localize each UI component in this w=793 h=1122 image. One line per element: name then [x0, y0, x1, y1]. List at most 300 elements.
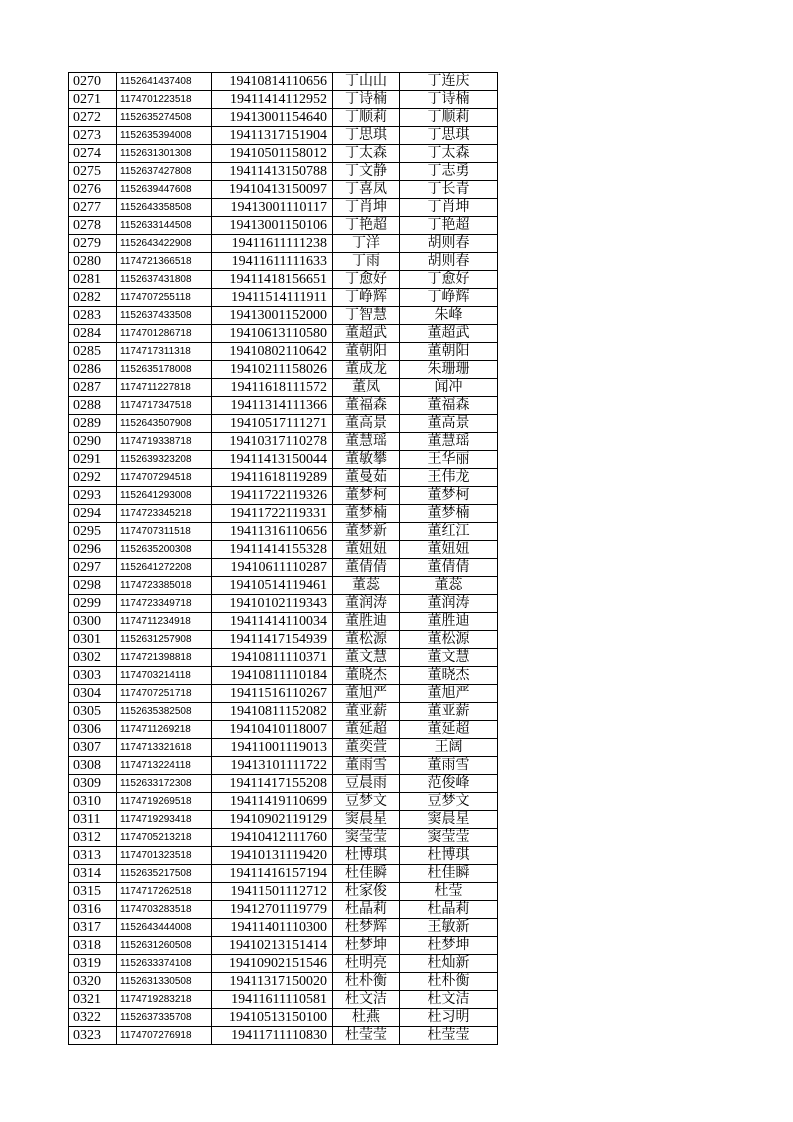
cell-name-2: 董梦柯: [400, 487, 498, 505]
cell-id-b: 19411722119331: [212, 505, 333, 523]
cell-id-a: 1152635200308: [117, 541, 212, 559]
cell-name-2: 董延超: [400, 721, 498, 739]
cell-id-a: 1152637427808: [117, 163, 212, 181]
cell-id-a: 1152633144508: [117, 217, 212, 235]
cell-id-b: 19410902151546: [212, 955, 333, 973]
row-number: 0303: [69, 667, 117, 685]
cell-id-b: 19411611111238: [212, 235, 333, 253]
table-row: [69, 271, 498, 289]
cell-id-b: 19411722119326: [212, 487, 333, 505]
table-row: [69, 685, 498, 703]
row-number: 0279: [69, 235, 117, 253]
cell-name-2: 丁志勇: [400, 163, 498, 181]
table-row: [69, 937, 498, 955]
cell-name: 董梦楠: [333, 505, 400, 523]
table-row: [69, 163, 498, 181]
cell-name: 董旭严: [333, 685, 400, 703]
cell-name-2: 丁太森: [400, 145, 498, 163]
cell-id-b: 19410517111271: [212, 415, 333, 433]
cell-name: 董倩倩: [333, 559, 400, 577]
cell-name: 杜文洁: [333, 991, 400, 1009]
cell-id-a: 1174711227818: [117, 379, 212, 397]
table-row: [69, 829, 498, 847]
row-number: 0287: [69, 379, 117, 397]
row-number: 0313: [69, 847, 117, 865]
cell-id-a: 1152631301308: [117, 145, 212, 163]
table-row: [69, 343, 498, 361]
cell-id-a: 1152635217508: [117, 865, 212, 883]
cell-id-a: 1174707294518: [117, 469, 212, 487]
table-row: [69, 919, 498, 937]
row-number: 0317: [69, 919, 117, 937]
cell-name-2: 董梦楠: [400, 505, 498, 523]
cell-id-a: 1174719269518: [117, 793, 212, 811]
row-number: 0274: [69, 145, 117, 163]
table-row: [69, 649, 498, 667]
cell-id-a: 1174703283518: [117, 901, 212, 919]
cell-id-b: 19411317150020: [212, 973, 333, 991]
cell-id-a: 1174711234918: [117, 613, 212, 631]
cell-id-b: 19410413150097: [212, 181, 333, 199]
cell-id-a: 1152635394008: [117, 127, 212, 145]
cell-id-b: 19410317110278: [212, 433, 333, 451]
table-row: [69, 487, 498, 505]
cell-name-2: 王伟龙: [400, 469, 498, 487]
cell-id-a: 1174713224118: [117, 757, 212, 775]
cell-name-2: 董慧瑶: [400, 433, 498, 451]
cell-name: 董延超: [333, 721, 400, 739]
row-number: 0297: [69, 559, 117, 577]
cell-id-b: 19410410118007: [212, 721, 333, 739]
table-row: [69, 1009, 498, 1027]
cell-name-2: 丁长青: [400, 181, 498, 199]
cell-id-a: 1174721366518: [117, 253, 212, 271]
cell-name-2: 丁连庆: [400, 73, 498, 91]
cell-name: 丁山山: [333, 73, 400, 91]
row-number: 0309: [69, 775, 117, 793]
cell-name-2: 胡则春: [400, 253, 498, 271]
row-number: 0318: [69, 937, 117, 955]
cell-id-b: 19411611110581: [212, 991, 333, 1009]
cell-name: 丁喜凤: [333, 181, 400, 199]
table-row: [69, 415, 498, 433]
cell-name-2: 杜莹莹: [400, 1027, 498, 1045]
row-number: 0295: [69, 523, 117, 541]
cell-id-b: 19413001150106: [212, 217, 333, 235]
cell-id-b: 19411618119289: [212, 469, 333, 487]
table-row: [69, 235, 498, 253]
cell-id-b: 19410902119129: [212, 811, 333, 829]
cell-id-b: 19411417155208: [212, 775, 333, 793]
cell-id-a: 1152635382508: [117, 703, 212, 721]
cell-name-2: 杜晶莉: [400, 901, 498, 919]
cell-name-2: 董旭严: [400, 685, 498, 703]
row-number: 0289: [69, 415, 117, 433]
cell-name: 董蕊: [333, 577, 400, 595]
table-row: [69, 973, 498, 991]
row-number: 0286: [69, 361, 117, 379]
cell-name-2: 董文慧: [400, 649, 498, 667]
cell-id-a: 1152635274508: [117, 109, 212, 127]
cell-id-b: 19411314111366: [212, 397, 333, 415]
cell-id-b: 19413001154640: [212, 109, 333, 127]
table-row: [69, 73, 498, 91]
table-row: [69, 775, 498, 793]
row-number: 0292: [69, 469, 117, 487]
cell-name-2: 朱珊珊: [400, 361, 498, 379]
cell-name-2: 董亚薪: [400, 703, 498, 721]
cell-id-b: 19413001110117: [212, 199, 333, 217]
cell-name-2: 丁峥辉: [400, 289, 498, 307]
cell-name-2: 董胜迪: [400, 613, 498, 631]
cell-name: 丁愈好: [333, 271, 400, 289]
cell-name: 窦晨星: [333, 811, 400, 829]
cell-id-b: 19410102119343: [212, 595, 333, 613]
cell-name: 豆晨雨: [333, 775, 400, 793]
row-number: 0291: [69, 451, 117, 469]
cell-name-2: 王阔: [400, 739, 498, 757]
table-row: [69, 811, 498, 829]
row-number: 0320: [69, 973, 117, 991]
cell-name: 董梦柯: [333, 487, 400, 505]
row-number: 0276: [69, 181, 117, 199]
cell-id-b: 19410811110371: [212, 649, 333, 667]
cell-name-2: 丁思琪: [400, 127, 498, 145]
cell-id-b: 19411414155328: [212, 541, 333, 559]
cell-name: 丁文静: [333, 163, 400, 181]
cell-id-b: 19411419110699: [212, 793, 333, 811]
cell-id-a: 1152641272208: [117, 559, 212, 577]
cell-id-b: 19410611110287: [212, 559, 333, 577]
cell-name-2: 杜灿新: [400, 955, 498, 973]
table-row: [69, 325, 498, 343]
row-number: 0310: [69, 793, 117, 811]
cell-id-b: 19411317151904: [212, 127, 333, 145]
cell-id-b: 19412701119779: [212, 901, 333, 919]
cell-id-a: 1174703214118: [117, 667, 212, 685]
row-number: 0293: [69, 487, 117, 505]
cell-id-a: 1174707311518: [117, 523, 212, 541]
cell-name: 董凤: [333, 379, 400, 397]
cell-id-a: 1152641437408: [117, 73, 212, 91]
table-row: [69, 865, 498, 883]
row-number: 0316: [69, 901, 117, 919]
cell-name-2: 杜博琪: [400, 847, 498, 865]
cell-name: 丁洋: [333, 235, 400, 253]
cell-id-b: 19411618111572: [212, 379, 333, 397]
cell-name: 丁雨: [333, 253, 400, 271]
table-row: [69, 523, 498, 541]
cell-id-b: 19410213151414: [212, 937, 333, 955]
row-number: 0271: [69, 91, 117, 109]
cell-id-b: 19410501158012: [212, 145, 333, 163]
cell-name-2: 董福森: [400, 397, 498, 415]
cell-name: 杜莹莹: [333, 1027, 400, 1045]
row-number: 0306: [69, 721, 117, 739]
table-row: [69, 721, 498, 739]
table-row: [69, 847, 498, 865]
row-number: 0304: [69, 685, 117, 703]
cell-id-b: 19411401110300: [212, 919, 333, 937]
cell-name-2: 窦莹莹: [400, 829, 498, 847]
table-row: [69, 307, 498, 325]
cell-id-a: 1174723345218: [117, 505, 212, 523]
cell-id-a: 1152631260508: [117, 937, 212, 955]
table-row: [69, 379, 498, 397]
table-row: [69, 955, 498, 973]
cell-id-b: 19411516110267: [212, 685, 333, 703]
row-number: 0281: [69, 271, 117, 289]
row-number: 0305: [69, 703, 117, 721]
cell-id-b: 19410811110184: [212, 667, 333, 685]
cell-id-b: 19411414112952: [212, 91, 333, 109]
table-row: [69, 127, 498, 145]
cell-name: 董奕萱: [333, 739, 400, 757]
table-row: [69, 901, 498, 919]
cell-name: 董慧瑶: [333, 433, 400, 451]
table-row: [69, 217, 498, 235]
cell-name-2: 窦晨星: [400, 811, 498, 829]
cell-name-2: 董蕊: [400, 577, 498, 595]
table-row: [69, 109, 498, 127]
cell-id-a: 1152631257908: [117, 631, 212, 649]
table-row: [69, 1027, 498, 1045]
cell-id-b: 19411413150788: [212, 163, 333, 181]
table-row: [69, 577, 498, 595]
table-row: [69, 667, 498, 685]
cell-name-2: 杜佳瞬: [400, 865, 498, 883]
cell-id-a: 1152637433508: [117, 307, 212, 325]
table-row: [69, 631, 498, 649]
row-number: 0278: [69, 217, 117, 235]
cell-name-2: 丁顺莉: [400, 109, 498, 127]
cell-id-b: 19410802110642: [212, 343, 333, 361]
row-number: 0273: [69, 127, 117, 145]
cell-name-2: 董雨雪: [400, 757, 498, 775]
cell-name: 董梦新: [333, 523, 400, 541]
row-number: 0290: [69, 433, 117, 451]
cell-name-2: 董红江: [400, 523, 498, 541]
row-number: 0307: [69, 739, 117, 757]
cell-name: 丁峥辉: [333, 289, 400, 307]
table-row: [69, 289, 498, 307]
row-number: 0301: [69, 631, 117, 649]
cell-id-a: 1152641293008: [117, 487, 212, 505]
row-number: 0275: [69, 163, 117, 181]
cell-id-b: 19411001119013: [212, 739, 333, 757]
roster-table: [68, 72, 498, 1045]
cell-id-a: 1174719338718: [117, 433, 212, 451]
cell-id-a: 1152639447608: [117, 181, 212, 199]
cell-id-b: 19411413150044: [212, 451, 333, 469]
cell-id-b: 19413001152000: [212, 307, 333, 325]
cell-name: 董福森: [333, 397, 400, 415]
cell-name-2: 丁肖坤: [400, 199, 498, 217]
cell-name: 丁诗楠: [333, 91, 400, 109]
cell-id-b: 19411711110830: [212, 1027, 333, 1045]
cell-name: 董亚薪: [333, 703, 400, 721]
cell-id-a: 1174707251718: [117, 685, 212, 703]
table-row: [69, 91, 498, 109]
cell-id-a: 1152637431808: [117, 271, 212, 289]
cell-name: 杜晶莉: [333, 901, 400, 919]
row-number: 0302: [69, 649, 117, 667]
cell-name: 丁艳超: [333, 217, 400, 235]
table-row: [69, 361, 498, 379]
cell-name: 杜博琪: [333, 847, 400, 865]
cell-id-b: 19410513150100: [212, 1009, 333, 1027]
cell-name: 丁顺莉: [333, 109, 400, 127]
row-number: 0323: [69, 1027, 117, 1045]
cell-id-b: 19411418156651: [212, 271, 333, 289]
table-row: [69, 793, 498, 811]
cell-name-2: 丁诗楠: [400, 91, 498, 109]
row-number: 0300: [69, 613, 117, 631]
table-row: [69, 199, 498, 217]
cell-id-a: 1174713321618: [117, 739, 212, 757]
cell-name-2: 杜文洁: [400, 991, 498, 1009]
cell-id-a: 1174723349718: [117, 595, 212, 613]
cell-id-b: 19410811152082: [212, 703, 333, 721]
cell-id-a: 1174717347518: [117, 397, 212, 415]
cell-id-b: 19410814110656: [212, 73, 333, 91]
cell-id-b: 19410412111760: [212, 829, 333, 847]
row-number: 0285: [69, 343, 117, 361]
cell-name-2: 杜梦坤: [400, 937, 498, 955]
cell-name-2: 董高景: [400, 415, 498, 433]
cell-id-a: 1152639323208: [117, 451, 212, 469]
cell-id-b: 19410613110580: [212, 325, 333, 343]
cell-id-b: 19410131119420: [212, 847, 333, 865]
cell-name: 豆梦文: [333, 793, 400, 811]
table-row: [69, 181, 498, 199]
table-row: [69, 559, 498, 577]
row-number: 0283: [69, 307, 117, 325]
cell-name: 董润涛: [333, 595, 400, 613]
row-number: 0296: [69, 541, 117, 559]
row-number: 0314: [69, 865, 117, 883]
row-number: 0319: [69, 955, 117, 973]
cell-name-2: 董朝阳: [400, 343, 498, 361]
cell-id-b: 19413101111722: [212, 757, 333, 775]
cell-name: 董文慧: [333, 649, 400, 667]
cell-id-b: 19410514119461: [212, 577, 333, 595]
roster-table-body: [69, 73, 498, 1045]
cell-id-a: 1152643444008: [117, 919, 212, 937]
row-number: 0280: [69, 253, 117, 271]
table-row: [69, 451, 498, 469]
cell-name: 董晓杰: [333, 667, 400, 685]
cell-name-2: 豆梦文: [400, 793, 498, 811]
row-number: 0294: [69, 505, 117, 523]
table-row: [69, 541, 498, 559]
cell-id-b: 19411414110034: [212, 613, 333, 631]
cell-name: 董松源: [333, 631, 400, 649]
cell-id-b: 19411416157194: [212, 865, 333, 883]
cell-name-2: 董超武: [400, 325, 498, 343]
cell-id-b: 19411611111633: [212, 253, 333, 271]
table-row: [69, 991, 498, 1009]
cell-id-a: 1174721398818: [117, 649, 212, 667]
cell-name: 杜燕: [333, 1009, 400, 1027]
row-number: 0284: [69, 325, 117, 343]
cell-name: 杜梦坤: [333, 937, 400, 955]
cell-name-2: 朱峰: [400, 307, 498, 325]
table-row: [69, 253, 498, 271]
cell-id-a: 1174711269218: [117, 721, 212, 739]
cell-name-2: 胡则春: [400, 235, 498, 253]
row-number: 0270: [69, 73, 117, 91]
cell-id-b: 19411514111911: [212, 289, 333, 307]
cell-id-b: 19410211158026: [212, 361, 333, 379]
cell-name-2: 王华丽: [400, 451, 498, 469]
cell-name: 董成龙: [333, 361, 400, 379]
cell-name-2: 丁愈好: [400, 271, 498, 289]
cell-id-a: 1174707255118: [117, 289, 212, 307]
cell-id-a: 1152633172308: [117, 775, 212, 793]
cell-name: 董妞妞: [333, 541, 400, 559]
table-row: [69, 613, 498, 631]
table-row: [69, 145, 498, 163]
cell-id-a: 1174717311318: [117, 343, 212, 361]
cell-id-a: 1174707276918: [117, 1027, 212, 1045]
row-number: 0299: [69, 595, 117, 613]
row-number: 0298: [69, 577, 117, 595]
row-number: 0315: [69, 883, 117, 901]
cell-name-2: 丁艳超: [400, 217, 498, 235]
cell-name: 丁智慧: [333, 307, 400, 325]
table-row: [69, 433, 498, 451]
cell-id-a: 1174719293418: [117, 811, 212, 829]
row-number: 0321: [69, 991, 117, 1009]
cell-name: 杜朴衡: [333, 973, 400, 991]
cell-id-a: 1174701223518: [117, 91, 212, 109]
cell-name: 杜梦辉: [333, 919, 400, 937]
cell-name-2: 董松源: [400, 631, 498, 649]
cell-name: 丁思琪: [333, 127, 400, 145]
cell-id-a: 1174719283218: [117, 991, 212, 1009]
row-number: 0277: [69, 199, 117, 217]
cell-name: 董超武: [333, 325, 400, 343]
cell-name-2: 范俊峰: [400, 775, 498, 793]
cell-name: 杜家俊: [333, 883, 400, 901]
cell-id-a: 1152635178008: [117, 361, 212, 379]
cell-id-a: 1174705213218: [117, 829, 212, 847]
row-number: 0312: [69, 829, 117, 847]
cell-name-2: 闻冲: [400, 379, 498, 397]
cell-name: 杜明亮: [333, 955, 400, 973]
cell-name: 董高景: [333, 415, 400, 433]
table-row: [69, 595, 498, 613]
cell-id-a: 1152631330508: [117, 973, 212, 991]
cell-name-2: 杜习明: [400, 1009, 498, 1027]
cell-name-2: 董晓杰: [400, 667, 498, 685]
cell-name-2: 董妞妞: [400, 541, 498, 559]
cell-name: 董敏攀: [333, 451, 400, 469]
table-row: [69, 397, 498, 415]
table-row: [69, 739, 498, 757]
row-number: 0322: [69, 1009, 117, 1027]
cell-id-a: 1174717262518: [117, 883, 212, 901]
cell-id-a: 1152633374108: [117, 955, 212, 973]
cell-name: 丁太森: [333, 145, 400, 163]
cell-id-b: 19411501112712: [212, 883, 333, 901]
table-row: [69, 469, 498, 487]
row-number: 0282: [69, 289, 117, 307]
cell-name-2: 王敏新: [400, 919, 498, 937]
table-row: [69, 883, 498, 901]
cell-name-2: 董倩倩: [400, 559, 498, 577]
